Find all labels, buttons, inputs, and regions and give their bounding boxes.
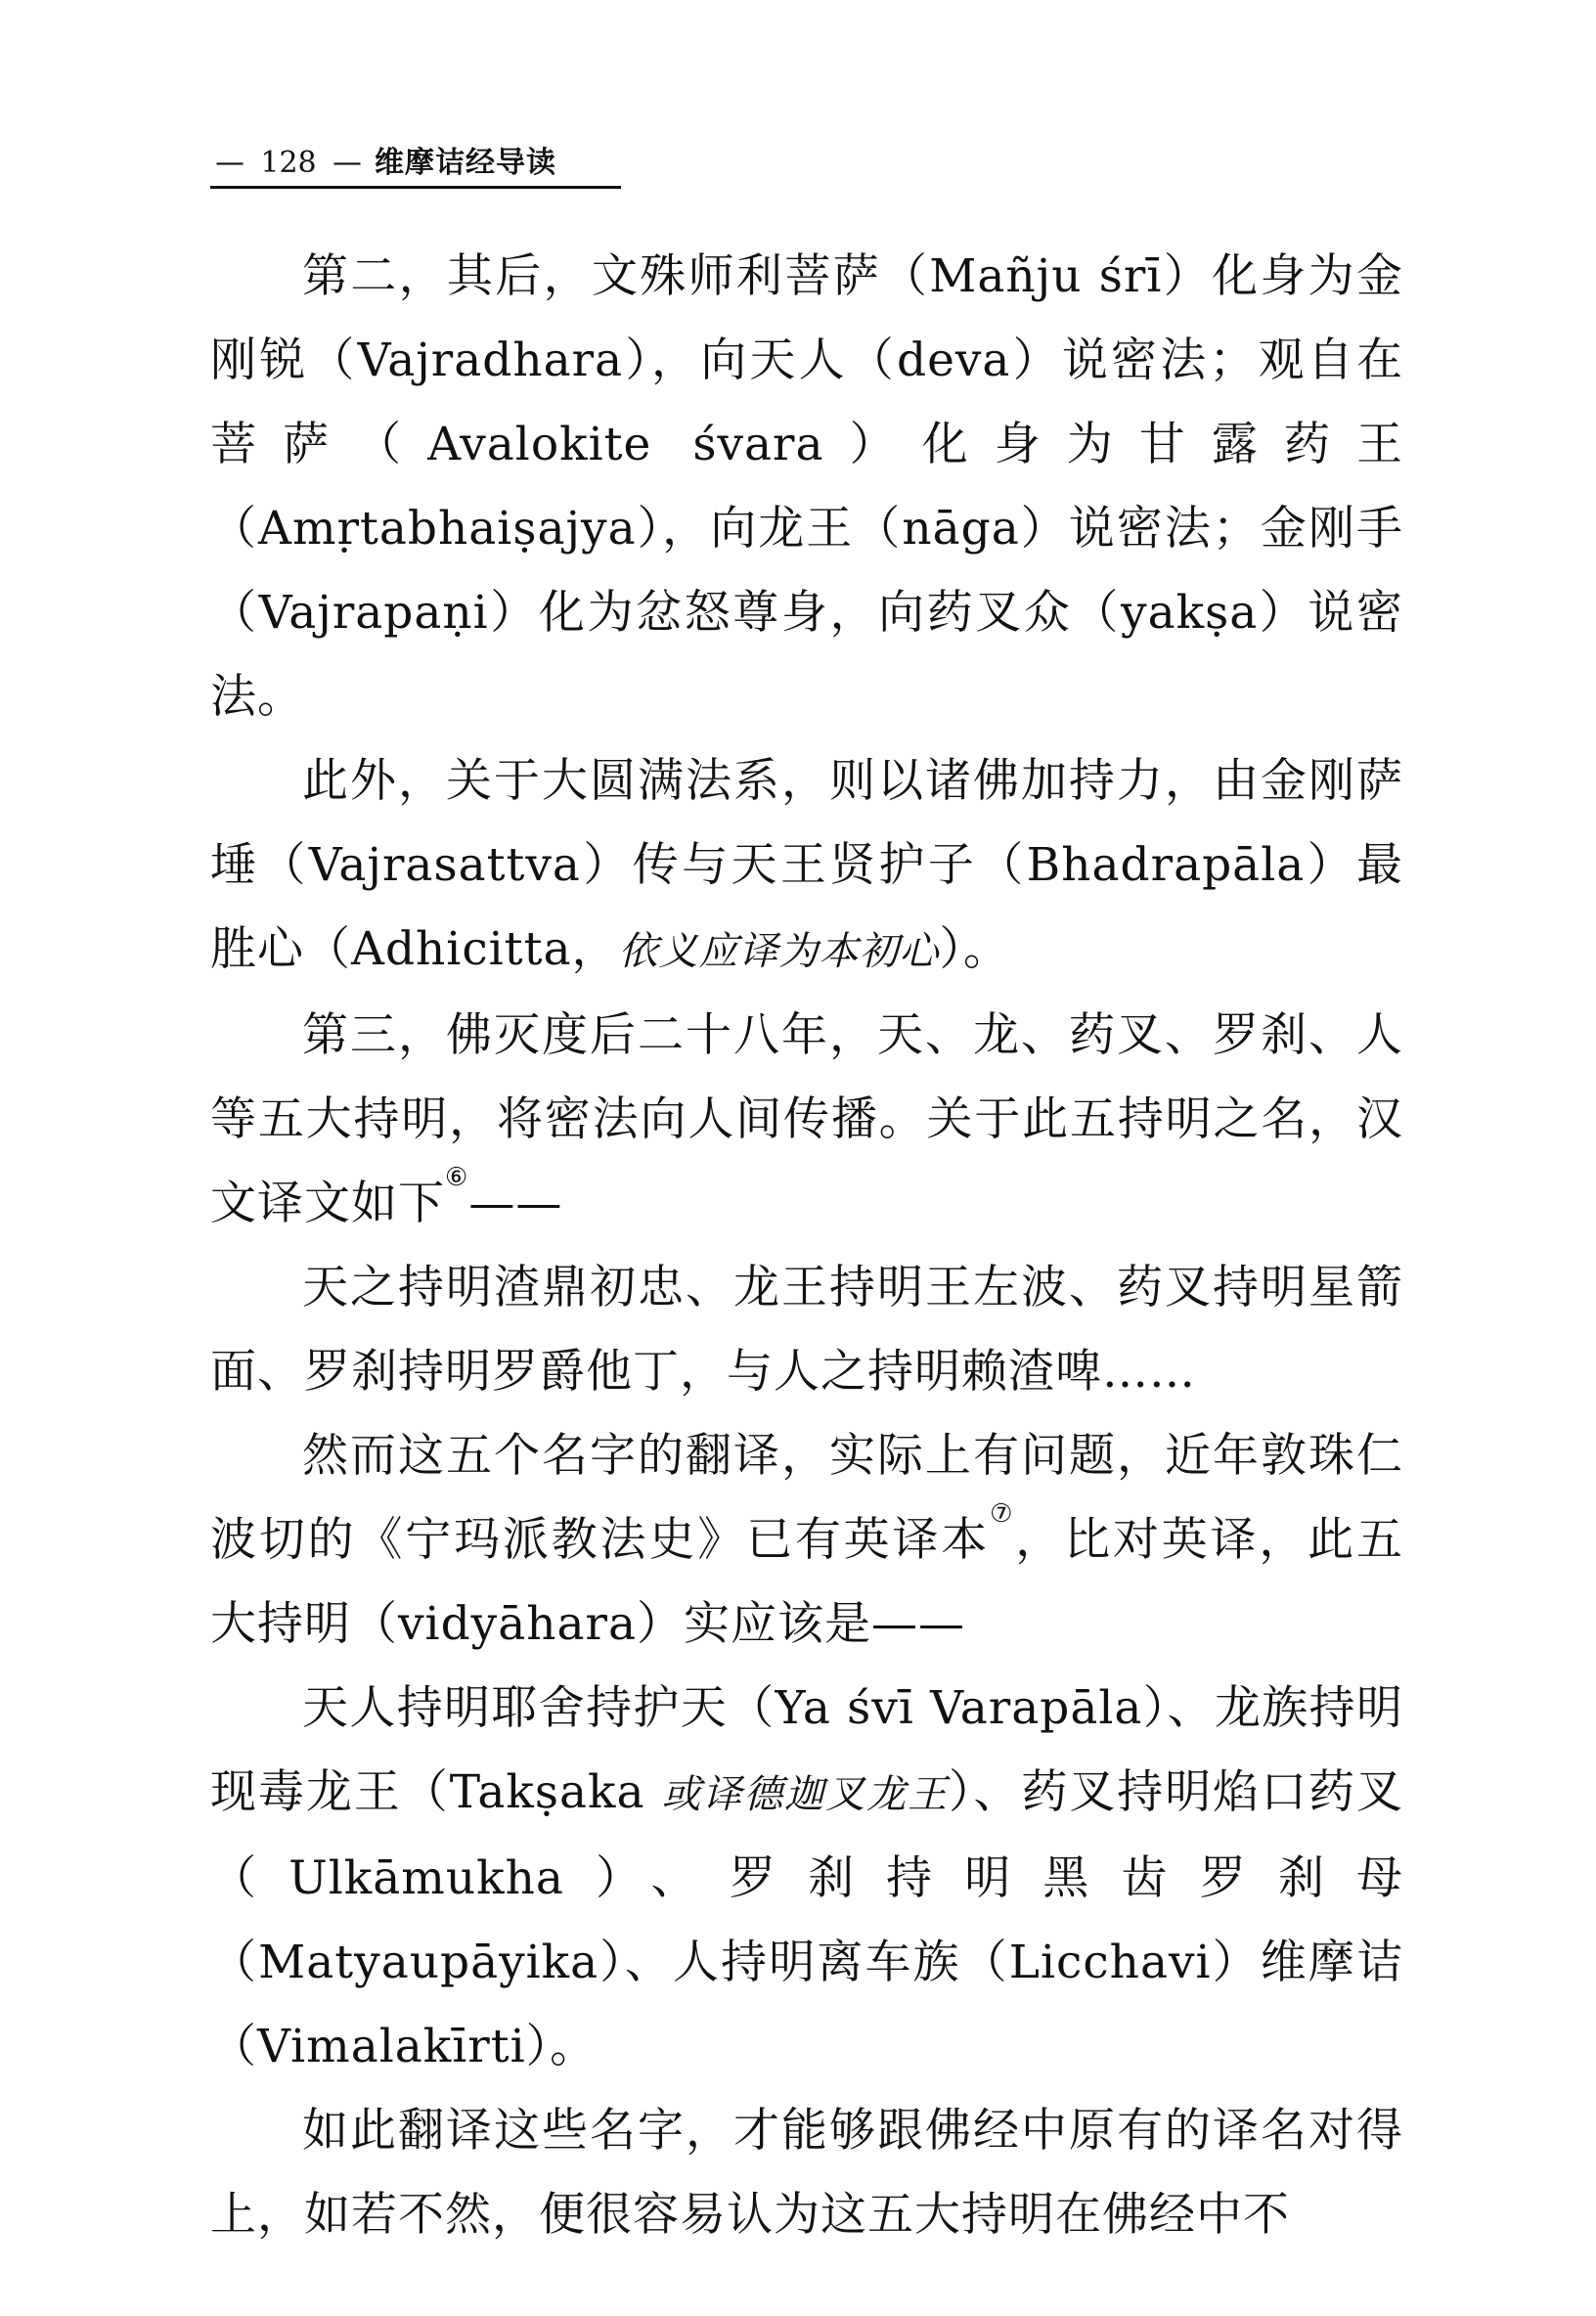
footnote-marker-7[interactable]: ⑦ [990,1499,1016,1529]
paragraph-7-text: 如此翻译这些名字，才能够跟佛经中原有的译名对得上，如若不然，便很容易认为这五大持明在佛经中不 [210,2104,1403,2242]
paragraph-6 [210,1667,1403,2089]
paragraph-6-tail: ）、药叉持明焰口药叉（Ulkāmukha）、罗刹持明黑齿罗刹母（Matyaupāyika）、人持明离车族（Licchavi）维摩诘（Vimalakīrti）。 [210,1765,1404,2073]
book-title: 维摩诘经导读 [375,146,556,180]
translator-note: 或译德迦叉龙王 [661,1772,950,1817]
header-dash-right: — [332,146,362,180]
header-rule [210,186,621,189]
paragraph-7 [210,2089,1403,2257]
paragraph-3-tail: —— [468,1177,563,1230]
paragraph-2-text: 此外，关于大圆满法系，则以诸佛加持力，由金刚萨埵（Vajrasattva）传与天王贤护子（Bhadrapāla）最胜心（Adhicitta， [210,754,1403,976]
paragraph-4 [210,1246,1403,1414]
paragraph-3 [210,994,1403,1246]
paragraph-1-text: 第二，其后，文殊师利菩萨（Mañju śrī）化身为金刚锐（Vajradhara），向天人（deva）说密法；观自在菩萨（Avalokite śvara）化身为甘露药王（Amṛtabhaiṣajya），向龙王（nāga）说密法；金刚手（Vajrapaṇi）化为忿怒尊身，向药叉众（yakṣa）说密法。 [210,249,1403,724]
translator-note: 依义应译为本初心 [618,929,940,974]
page-number: 128 [260,146,317,180]
body-text [210,235,1403,2257]
paragraph-2-tail: ）。 [939,922,1010,976]
paragraph-3-text: 第三，佛灭度后二十八年，天、龙、药叉、罗刹、人等五大持明，将密法向人间传播。关于此五持明之名，汉文译文如下 [210,1008,1403,1230]
paragraph-4-text: 天之持明渣鼎初忠、龙王持明王左波、药叉持明星箭面、罗刹持明罗爵他丁，与人之持明赖渣啤…… [210,1261,1403,1399]
paragraph-2 [210,739,1403,994]
paragraph-5-tail: ，比对英译，此五大持明（vidyāhara）实应该是—— [210,1513,1404,1651]
running-header [210,139,621,188]
paragraph-1 [210,235,1403,739]
footnote-marker-6[interactable]: ⑥ [445,1163,469,1192]
paragraph-5-text: 然而这五个名字的翻译，实际上有问题，近年敦珠仁波切的《宁玛派教法史》已有英译本 [210,1429,1403,1567]
paragraph-6-text: 天人持明耶舍持护天（Ya śvī Varapāla）、龙族持明现毒龙王（Takṣaka [210,1681,1403,1819]
paragraph-5 [210,1414,1403,1667]
header-dash-left: — [215,146,244,180]
